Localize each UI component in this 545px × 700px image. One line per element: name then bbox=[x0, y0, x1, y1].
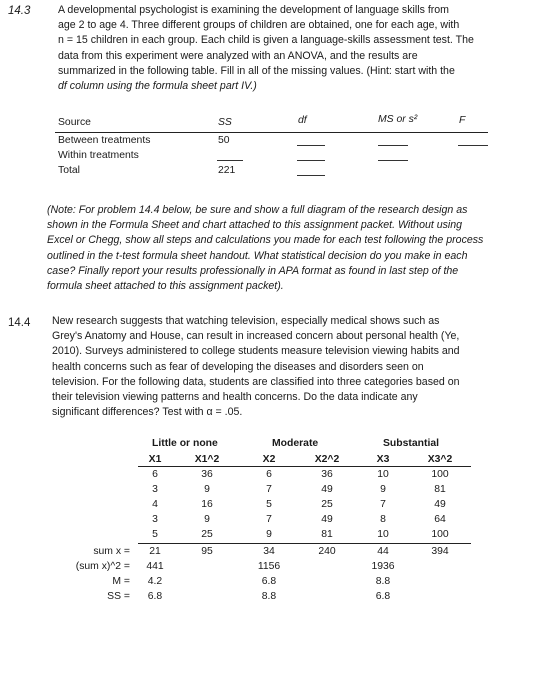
problem-number-14-3: 14.3 bbox=[8, 5, 31, 17]
table-cell: 9 bbox=[266, 529, 272, 540]
table-cell: 81 bbox=[321, 529, 333, 540]
anova-header-rule bbox=[55, 132, 488, 133]
note-line: formula sheet attached to this assignment packet). bbox=[47, 280, 284, 293]
anova-header-df: df bbox=[298, 115, 307, 126]
summary-cell: 441 bbox=[146, 561, 164, 572]
problem-number-14-4: 14.4 bbox=[8, 317, 31, 329]
blank-df-between[interactable] bbox=[297, 145, 325, 146]
blank-f[interactable] bbox=[458, 145, 488, 146]
anova-row-ss: 50 bbox=[218, 135, 230, 146]
problem-14-4-line: 2010). Surveys administered to college students measure television viewing habits and bbox=[52, 345, 460, 358]
summary-cell: 95 bbox=[201, 546, 213, 557]
table-cell: 7 bbox=[380, 499, 386, 510]
table-cell: 6 bbox=[152, 469, 158, 480]
table-cell: 25 bbox=[321, 499, 333, 510]
anova-header-ss: SS bbox=[218, 117, 232, 128]
table-cell: 3 bbox=[152, 514, 158, 525]
summary-cell: 394 bbox=[431, 546, 449, 557]
summary-cell: 1936 bbox=[371, 561, 395, 572]
problem-14-4-line: health concerns such as fear of developing the diseases and disorders seen on bbox=[52, 360, 424, 373]
col-header: X3 bbox=[376, 454, 390, 465]
table-cell: 9 bbox=[204, 514, 210, 525]
problem-14-3-line: summarized in the following table. Fill in all of the missing values. (Hint: start with the bbox=[58, 64, 455, 77]
summary-cell: 21 bbox=[149, 546, 161, 557]
note-line: outlined in the t-test formula sheet handout. What statistical decision do you make in each bbox=[47, 249, 468, 262]
note-line: Excel or Chegg, show all steps and calculations you made for each test following the process bbox=[47, 234, 484, 247]
group-header-little: Little or none bbox=[152, 438, 218, 449]
problem-14-4-text bbox=[52, 314, 542, 420]
problem-14-3-line: n = 15 children in each group. Each child is given a language-skills assessment test. The bbox=[58, 34, 474, 47]
note-line: case? Finally report your results professionally in APA format as found in last step of the bbox=[47, 264, 459, 277]
summary-cell: 240 bbox=[318, 546, 336, 557]
blank-ss-within[interactable] bbox=[217, 160, 243, 161]
table-sum-rule bbox=[138, 543, 471, 544]
col-header: X2 bbox=[262, 454, 276, 465]
table-cell: 8 bbox=[380, 514, 386, 525]
blank-ms-between[interactable] bbox=[378, 145, 408, 146]
summary-cell: 34 bbox=[263, 546, 275, 557]
table-cell: 25 bbox=[201, 529, 213, 540]
group-header-moderate: Moderate bbox=[272, 438, 319, 449]
blank-ms-within[interactable] bbox=[378, 160, 408, 161]
summary-cell: 8.8 bbox=[375, 576, 391, 587]
summary-cell: 6.8 bbox=[261, 576, 277, 587]
anova-header-f: F bbox=[459, 115, 466, 126]
summary-cell: 6.8 bbox=[375, 591, 391, 602]
table-cell: 49 bbox=[434, 499, 446, 510]
blank-df-within[interactable] bbox=[297, 160, 325, 161]
table-cell: 5 bbox=[152, 529, 158, 540]
problem-14-3-line: age 2 to age 4. Three different groups of children are obtained, one for each age, with bbox=[58, 19, 460, 32]
summary-cell: 4.2 bbox=[147, 576, 163, 587]
summary-label: M = bbox=[112, 576, 130, 587]
table-cell: 64 bbox=[434, 514, 446, 525]
note-line: shown in the Formula Sheet and chart attached to this assignment packet. Without using bbox=[47, 219, 463, 232]
anova-row-source: Total bbox=[58, 165, 80, 176]
problem-14-4-line: New research suggests that watching television, especially medical shows such as bbox=[52, 315, 440, 327]
table-cell: 16 bbox=[201, 499, 213, 510]
col-header: X3^2 bbox=[427, 454, 453, 465]
table-cell: 49 bbox=[321, 484, 333, 495]
table-cell: 10 bbox=[377, 529, 389, 540]
problem-14-4-line: Grey's Anatomy and House, can result in increased concern about personal health (Ye, bbox=[52, 330, 460, 343]
table-cell: 100 bbox=[431, 529, 449, 540]
table-cell: 6 bbox=[266, 469, 272, 480]
summary-cell: 8.8 bbox=[261, 591, 277, 602]
anova-row-source: Within treatments bbox=[58, 150, 139, 161]
col-header: X1 bbox=[148, 454, 162, 465]
anova-header-ms: MS or s² bbox=[378, 114, 418, 125]
summary-label: SS = bbox=[107, 591, 130, 602]
summary-cell: 1156 bbox=[257, 561, 281, 572]
summary-cell: 6.8 bbox=[147, 591, 163, 602]
summary-cell: 44 bbox=[377, 546, 389, 557]
anova-row-source: Between treatments bbox=[58, 135, 151, 146]
table-cell: 36 bbox=[321, 469, 333, 480]
group-header-substantial: Substantial bbox=[383, 438, 440, 449]
blank-df-total[interactable] bbox=[297, 175, 325, 176]
note-line: (Note: For problem 14.4 below, be sure and show a full diagram of the research design as bbox=[47, 204, 468, 216]
problem-14-4-line: significant differences? Test with α = .05. bbox=[52, 406, 243, 419]
table-cell: 3 bbox=[152, 484, 158, 495]
table-cell: 100 bbox=[431, 469, 449, 480]
col-header: X1^2 bbox=[194, 454, 220, 465]
anova-row-ss: 221 bbox=[218, 165, 236, 176]
table-cell: 81 bbox=[434, 484, 446, 495]
summary-label: (sum x)^2 = bbox=[75, 561, 130, 572]
table-cell: 4 bbox=[152, 499, 158, 510]
problem-14-3-text bbox=[58, 3, 538, 94]
table-cell: 7 bbox=[266, 484, 272, 495]
table-cell: 5 bbox=[266, 499, 272, 510]
table-cell: 7 bbox=[266, 514, 272, 525]
col-header: X2^2 bbox=[314, 454, 340, 465]
table-cell: 9 bbox=[204, 484, 210, 495]
anova-header-source: Source bbox=[58, 117, 91, 128]
table-cell: 10 bbox=[377, 469, 389, 480]
problem-14-4-line: television. For the following data, students are classified into three categories based on bbox=[52, 375, 460, 388]
problem-14-3-line: data from this experiment were analyzed with an ANOVA, and the results are bbox=[58, 49, 418, 62]
note-paragraph bbox=[47, 203, 537, 294]
table-cell: 36 bbox=[201, 469, 213, 480]
table-cell: 9 bbox=[380, 484, 386, 495]
problem-14-4-line: their television viewing patterns and health concerns. Do the data indicate any bbox=[52, 391, 418, 404]
table-header-rule bbox=[138, 466, 471, 467]
summary-label: sum x = bbox=[93, 546, 130, 557]
problem-14-3-line: A developmental psychologist is examining the development of language skills from bbox=[58, 4, 450, 16]
table-cell: 49 bbox=[321, 514, 333, 525]
problem-14-3-line: df column using the formula sheet part IV.) bbox=[58, 80, 257, 93]
